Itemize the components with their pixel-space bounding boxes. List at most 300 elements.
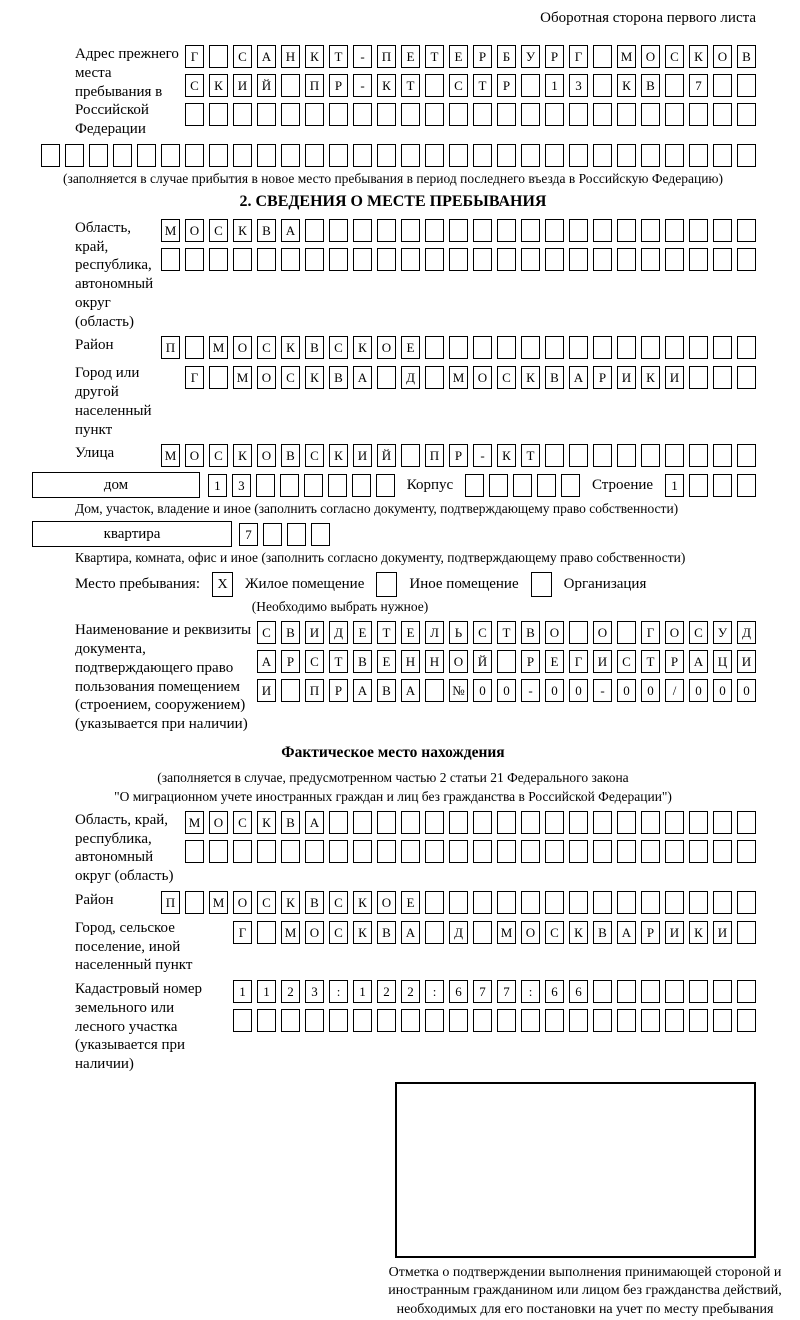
cadastral-field [30, 980, 756, 1074]
char-box: Р [281, 650, 300, 673]
char-box [465, 474, 484, 497]
char-box: О [185, 444, 204, 467]
char-box [641, 891, 660, 914]
char-box: П [161, 336, 180, 359]
char-box [377, 840, 396, 863]
char-box [569, 1009, 588, 1032]
char-box [737, 811, 756, 834]
region-row-1 [161, 219, 756, 242]
char-box [569, 103, 588, 126]
char-box: : [329, 980, 348, 1003]
char-box: К [209, 74, 228, 97]
char-box: К [617, 74, 636, 97]
char-box [401, 144, 420, 167]
region-rows [161, 219, 756, 271]
char-box [593, 103, 612, 126]
char-box [641, 980, 660, 1003]
char-box [521, 103, 540, 126]
char-box: 1 [545, 74, 564, 97]
char-box [665, 219, 684, 242]
char-box: Т [377, 621, 396, 644]
char-box [449, 811, 468, 834]
char-box: Д [329, 621, 348, 644]
char-box [713, 840, 732, 863]
char-box: В [521, 621, 540, 644]
char-box [537, 474, 556, 497]
char-box [545, 336, 564, 359]
char-box [617, 444, 636, 467]
char-box: С [329, 921, 348, 944]
house-row [32, 472, 756, 498]
char-box [281, 144, 300, 167]
char-box: 7 [497, 980, 516, 1003]
char-box [593, 144, 612, 167]
char-box: Г [569, 650, 588, 673]
char-box: Т [329, 650, 348, 673]
char-box [425, 74, 444, 97]
char-box: Г [641, 621, 660, 644]
char-box: 0 [737, 679, 756, 702]
char-box [161, 248, 180, 271]
char-box [209, 45, 228, 68]
house-note: Дом, участок, владение и иное (заполнить согласно документу, подтверждающему право собственности) [75, 501, 679, 517]
char-box: Р [497, 74, 516, 97]
char-box: И [257, 679, 276, 702]
char-box: А [353, 679, 372, 702]
char-box: М [185, 811, 204, 834]
char-box [641, 840, 660, 863]
char-box: Н [425, 650, 444, 673]
document-row-1 [257, 621, 756, 644]
char-box [737, 144, 756, 167]
char-box [665, 980, 684, 1003]
prev-address-row-3 [185, 103, 756, 126]
char-box [425, 144, 444, 167]
char-box: 1 [665, 474, 684, 497]
actual-city-row [233, 921, 756, 944]
actual-region-label: Область, край, республика, автономный округ (область) [75, 811, 174, 884]
char-box: К [521, 366, 540, 389]
cadastral-rows [233, 980, 756, 1032]
char-box [569, 219, 588, 242]
char-box [257, 144, 276, 167]
char-box [713, 74, 732, 97]
stay-type-label: Место пребывания: [75, 576, 200, 593]
char-box: О [593, 621, 612, 644]
char-box: П [305, 679, 324, 702]
char-box: К [305, 45, 324, 68]
stamp-note: Отметка о подтверждении выполнения принимающей стороной и иностранным гражданином или лицом без гражданства действий, необходимых для его постановки на учет по месту пребывания [388, 1264, 782, 1317]
char-box [329, 144, 348, 167]
char-box [617, 621, 636, 644]
district-field [30, 336, 756, 359]
char-box: Е [401, 891, 420, 914]
char-box: О [377, 336, 396, 359]
char-box [593, 74, 612, 97]
char-box [545, 444, 564, 467]
char-box [569, 248, 588, 271]
char-box [617, 219, 636, 242]
char-box [737, 336, 756, 359]
char-box: 1 [208, 474, 227, 497]
char-box [401, 219, 420, 242]
char-box [377, 219, 396, 242]
char-box [689, 444, 708, 467]
char-box: 6 [545, 980, 564, 1003]
char-box: Е [353, 621, 372, 644]
char-box: 0 [473, 679, 492, 702]
char-box [713, 219, 732, 242]
char-box [665, 811, 684, 834]
char-box [352, 474, 371, 497]
char-box [209, 103, 228, 126]
char-box [449, 336, 468, 359]
char-box: А [689, 650, 708, 673]
char-box [328, 474, 347, 497]
char-box: / [665, 679, 684, 702]
char-box [593, 980, 612, 1003]
char-box: С [185, 74, 204, 97]
char-box: Т [641, 650, 660, 673]
char-box: И [713, 921, 732, 944]
char-box [473, 144, 492, 167]
char-box [449, 248, 468, 271]
char-box [425, 891, 444, 914]
char-box [713, 144, 732, 167]
char-box: И [305, 621, 324, 644]
char-box: В [545, 366, 564, 389]
char-box [377, 811, 396, 834]
char-box [401, 444, 420, 467]
char-box [521, 336, 540, 359]
char-box [353, 248, 372, 271]
char-box: В [377, 679, 396, 702]
char-box [401, 840, 420, 863]
actual-district-field [30, 891, 756, 914]
actual-region-field [30, 811, 756, 886]
char-box: Р [329, 74, 348, 97]
char-box [185, 891, 204, 914]
char-box: С [329, 891, 348, 914]
char-box: С [209, 444, 228, 467]
char-box [497, 650, 516, 673]
char-box [305, 1009, 324, 1032]
char-box [256, 474, 275, 497]
char-box [569, 144, 588, 167]
char-box: 1 [257, 980, 276, 1003]
char-box [425, 679, 444, 702]
char-box: Й [257, 74, 276, 97]
char-box [281, 248, 300, 271]
char-box [641, 811, 660, 834]
char-box [376, 474, 395, 497]
char-box: 2 [281, 980, 300, 1003]
char-box [689, 366, 708, 389]
char-box [329, 248, 348, 271]
char-box [521, 1009, 540, 1032]
char-box: С [233, 811, 252, 834]
char-box: П [425, 444, 444, 467]
actual-district-label: Район [75, 891, 114, 908]
char-box [737, 103, 756, 126]
char-box: О [665, 621, 684, 644]
region-field [30, 219, 756, 332]
char-box: - [353, 74, 372, 97]
char-box [497, 840, 516, 863]
char-box [593, 444, 612, 467]
char-box: Р [665, 650, 684, 673]
char-box [425, 248, 444, 271]
char-box: К [641, 366, 660, 389]
char-box: С [689, 621, 708, 644]
char-box: М [449, 366, 468, 389]
char-box [617, 840, 636, 863]
apartment-row [32, 521, 756, 547]
char-box: Н [281, 45, 300, 68]
stay-type-row [30, 572, 756, 597]
char-box: С [449, 74, 468, 97]
char-box: К [377, 74, 396, 97]
char-box: Т [497, 621, 516, 644]
char-box [713, 248, 732, 271]
char-box [257, 1009, 276, 1032]
char-box [737, 248, 756, 271]
prev-address-row-1 [185, 45, 756, 68]
char-box: К [233, 219, 252, 242]
char-box: Г [233, 921, 252, 944]
char-box: К [353, 921, 372, 944]
char-box: Г [185, 366, 204, 389]
char-box [353, 811, 372, 834]
char-box [737, 219, 756, 242]
apartment-note: Квартира, комната, офис и иное (заполнить согласно документу, подтверждающему право собственности) [75, 550, 686, 566]
char-box: А [257, 650, 276, 673]
char-box: О [545, 621, 564, 644]
prev-address-row-2 [185, 74, 756, 97]
char-box: Р [641, 921, 660, 944]
char-box [305, 219, 324, 242]
char-box: Е [401, 45, 420, 68]
char-box [593, 811, 612, 834]
char-box: О [185, 219, 204, 242]
char-box: У [713, 621, 732, 644]
char-box [281, 1009, 300, 1032]
char-box [489, 474, 508, 497]
char-box: 0 [497, 679, 516, 702]
city-label: Город или другой населенный пункт [75, 365, 152, 438]
char-box: К [257, 811, 276, 834]
char-box [545, 248, 564, 271]
char-box: 0 [569, 679, 588, 702]
char-box [329, 219, 348, 242]
char-box [473, 336, 492, 359]
char-box [89, 144, 108, 167]
char-box [257, 840, 276, 863]
char-box [425, 103, 444, 126]
char-box [713, 444, 732, 467]
char-box [425, 219, 444, 242]
char-box [305, 103, 324, 126]
char-box: О [233, 336, 252, 359]
char-box [329, 840, 348, 863]
char-box [233, 1009, 252, 1032]
prev-address-overflow-row [30, 144, 756, 167]
actual-location-title: Фактическое место нахождения [281, 743, 505, 761]
char-box [713, 1009, 732, 1032]
char-box: И [617, 366, 636, 389]
prev-address-label: Адрес прежнего места пребывания в Российской Федерации [75, 46, 179, 137]
char-box: О [377, 891, 396, 914]
char-box [185, 103, 204, 126]
char-box [521, 144, 540, 167]
char-box: А [257, 45, 276, 68]
char-box: М [209, 336, 228, 359]
char-box [713, 811, 732, 834]
char-box [473, 811, 492, 834]
char-box: И [665, 366, 684, 389]
char-box [497, 811, 516, 834]
char-box: Т [473, 74, 492, 97]
char-box [473, 248, 492, 271]
char-box [425, 811, 444, 834]
char-box [425, 921, 444, 944]
char-box: В [281, 621, 300, 644]
char-box: К [305, 366, 324, 389]
char-box: О [233, 891, 252, 914]
char-box [713, 336, 732, 359]
char-box: В [257, 219, 276, 242]
char-box: Г [185, 45, 204, 68]
korpus-cells [465, 474, 580, 497]
char-box: А [569, 366, 588, 389]
char-box [665, 1009, 684, 1032]
char-box: 1 [353, 980, 372, 1003]
char-box [209, 144, 228, 167]
char-box [329, 103, 348, 126]
house-cells [208, 474, 395, 497]
district-label: Район [75, 337, 114, 354]
char-box [425, 366, 444, 389]
stroenie-label: Строение [591, 476, 654, 493]
region-row-2 [161, 248, 756, 271]
char-box [665, 144, 684, 167]
char-box [689, 840, 708, 863]
char-box: К [353, 336, 372, 359]
char-box [305, 840, 324, 863]
char-box [641, 1009, 660, 1032]
char-box: О [521, 921, 540, 944]
char-box: С [617, 650, 636, 673]
char-box: 3 [305, 980, 324, 1003]
char-box: И [665, 921, 684, 944]
char-box [713, 103, 732, 126]
char-box [473, 891, 492, 914]
char-box [449, 103, 468, 126]
char-box: И [593, 650, 612, 673]
char-box [233, 144, 252, 167]
char-box: 2 [401, 980, 420, 1003]
char-box [311, 523, 330, 546]
char-box: С [305, 650, 324, 673]
char-box [737, 474, 756, 497]
char-box: 6 [449, 980, 468, 1003]
char-box [137, 144, 156, 167]
char-box [665, 248, 684, 271]
cadastral-label: Кадастровый номер земельного или лесного участка (указывается при наличии) [75, 981, 202, 1072]
char-box [569, 621, 588, 644]
char-box: В [641, 74, 660, 97]
char-box [497, 219, 516, 242]
char-box [593, 840, 612, 863]
char-box: 0 [545, 679, 564, 702]
actual-region-rows [185, 811, 756, 863]
char-box: 7 [689, 74, 708, 97]
char-box [473, 103, 492, 126]
char-box: Г [569, 45, 588, 68]
char-box [665, 336, 684, 359]
street-field [30, 444, 756, 467]
char-box [641, 219, 660, 242]
char-box: Е [545, 650, 564, 673]
char-box: В [353, 650, 372, 673]
char-box: Д [401, 366, 420, 389]
char-box: 0 [689, 679, 708, 702]
char-box [545, 103, 564, 126]
char-box [497, 891, 516, 914]
char-box [185, 144, 204, 167]
char-box [737, 921, 756, 944]
char-box: С [233, 45, 252, 68]
char-box [449, 840, 468, 863]
char-box [641, 103, 660, 126]
char-box: С [257, 336, 276, 359]
char-box: С [545, 921, 564, 944]
char-box [665, 891, 684, 914]
apartment-box-label: квартира [32, 521, 232, 547]
char-box [593, 891, 612, 914]
char-box: Н [401, 650, 420, 673]
char-box [617, 1009, 636, 1032]
char-box: С [209, 219, 228, 242]
char-box [689, 103, 708, 126]
char-box: Ь [449, 621, 468, 644]
stay-type-note: (Необходимо выбрать нужное) [251, 599, 429, 615]
char-box [617, 103, 636, 126]
char-box: О [473, 366, 492, 389]
char-box [641, 144, 660, 167]
char-box [425, 1009, 444, 1032]
char-box [689, 1009, 708, 1032]
stamp-area [30, 1082, 782, 1320]
char-box [497, 336, 516, 359]
char-box [377, 248, 396, 271]
char-box [497, 1009, 516, 1032]
char-box: В [281, 811, 300, 834]
char-box [545, 1009, 564, 1032]
char-box [713, 474, 732, 497]
char-box [185, 336, 204, 359]
stay-option-organization-label: Организация [563, 576, 647, 593]
char-box [377, 144, 396, 167]
char-box [617, 891, 636, 914]
char-box: Й [473, 650, 492, 673]
actual-district-row [161, 891, 756, 914]
char-box [545, 840, 564, 863]
cadastral-row-2 [233, 1009, 756, 1032]
char-box: И [233, 74, 252, 97]
char-box: Л [425, 621, 444, 644]
char-box: 0 [713, 679, 732, 702]
